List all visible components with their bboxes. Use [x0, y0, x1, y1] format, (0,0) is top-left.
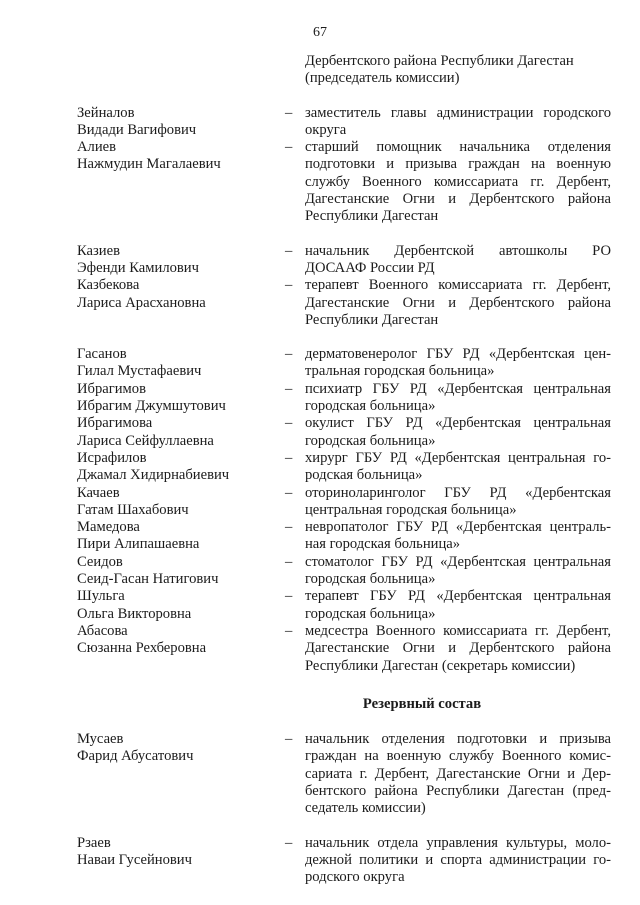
- main-members-list: [77, 105, 617, 675]
- dash-separator: –: [285, 277, 293, 294]
- member-entry: [77, 554, 617, 589]
- member-position-line: городская больница»: [305, 432, 436, 449]
- member-position-line: городская больница»: [305, 605, 436, 622]
- member-position: [305, 105, 611, 140]
- member-name-line: Наваи Гусейнович: [77, 851, 192, 868]
- member-name-line: Ибрагимов: [77, 380, 146, 397]
- member-position-line: родского округа: [305, 869, 405, 886]
- member-position: [305, 381, 611, 416]
- member-name-line: Шульга: [77, 588, 125, 605]
- member-entry: [77, 588, 617, 623]
- member-name-line: Видади Вагифович: [77, 121, 197, 138]
- member-position-line: заместитель главы администрации городского: [305, 104, 611, 121]
- member-position: [305, 415, 611, 450]
- member-name: [77, 277, 285, 329]
- member-name: [77, 485, 285, 520]
- member-entry: [77, 519, 617, 554]
- member-position-line: медсестра Военного комиссариата гг. Дербент,: [305, 622, 611, 639]
- member-name-line: Алиев: [77, 139, 116, 156]
- member-position-line: ДОСААФ России РД: [305, 259, 435, 276]
- member-position: [305, 485, 611, 520]
- member-name-line: Ибрагим Джумшутович: [77, 398, 226, 415]
- member-name-line: Гилал Мустафаевич: [77, 363, 202, 380]
- dash-separator: –: [285, 622, 293, 639]
- member-entry: [77, 835, 617, 887]
- member-entry: [77, 415, 617, 450]
- member-name: [77, 623, 285, 675]
- member-position-line: округа: [305, 121, 347, 138]
- member-position: [305, 519, 611, 554]
- member-position-line: терапевт ГБУ РД «Дербентская центральная: [305, 588, 611, 605]
- member-name: [77, 346, 285, 381]
- member-position: [305, 731, 611, 817]
- member-name: [77, 731, 285, 817]
- dash-separator: –: [285, 519, 293, 536]
- member-position-line: Республики Дагестан: [305, 208, 439, 225]
- intro-line: Дербентского района Республики Дагестан: [305, 53, 574, 69]
- member-position-line: тральная городская больница»: [305, 363, 495, 380]
- member-name: [77, 243, 285, 278]
- member-position-line: психиатр ГБУ РД «Дербентская центральная: [305, 380, 611, 397]
- member-position-line: Дагестанские Огни и Дербентского района: [305, 294, 611, 311]
- document-body: [77, 53, 617, 886]
- dash-separator: –: [285, 449, 293, 466]
- member-position-line: сариата г. Дербент, Дагестанские Огни и Дер-: [305, 765, 611, 782]
- member-position: [305, 277, 611, 329]
- reserve-heading: Резервный состав: [362, 695, 482, 712]
- dash-separator: –: [285, 553, 293, 570]
- member-position: [305, 588, 611, 623]
- member-position: [305, 450, 611, 485]
- member-position-line: граждан на военную службу Военного комис-: [305, 748, 611, 765]
- member-name-line: Зейналов: [77, 104, 135, 121]
- member-position-line: оториноларинголог ГБУ РД «Дербентская: [305, 484, 611, 501]
- member-position-line: городская больница»: [305, 398, 436, 415]
- member-entry: [77, 381, 617, 416]
- member-position-line: дерматовенеролог ГБУ РД «Дербентская цен-: [305, 346, 611, 363]
- member-name: [77, 835, 285, 887]
- page-number: 67: [313, 25, 327, 40]
- dash-separator: –: [285, 380, 293, 397]
- member-position-line: Дагестанские Огни и Дербентского района: [305, 191, 611, 208]
- member-name: [77, 105, 285, 140]
- member-position-line: центральная городская больница»: [305, 501, 517, 518]
- member-entry: [77, 731, 617, 817]
- member-entry: [77, 105, 617, 140]
- member-name-line: Казиев: [77, 242, 120, 259]
- member-position-line: Дагестанские Огни и Дербентского района: [305, 640, 611, 657]
- member-name-line: Лариса Сейфуллаевна: [77, 432, 214, 449]
- member-name-line: Пири Алипашаевна: [77, 536, 200, 553]
- member-position-line: старший помощник начальника отделения: [305, 139, 611, 156]
- member-name-line: Исрафилов: [77, 449, 147, 466]
- member-name-line: Эфенди Камилович: [77, 259, 199, 276]
- dash-separator: –: [285, 484, 293, 501]
- member-name: [77, 519, 285, 554]
- member-name-line: Казбекова: [77, 277, 140, 294]
- member-entry: [77, 277, 617, 329]
- member-position: [305, 243, 611, 278]
- dash-separator: –: [285, 242, 293, 259]
- member-entry: [77, 485, 617, 520]
- member-position: [305, 346, 611, 381]
- intro-line: (председатель комиссии): [305, 70, 460, 87]
- dash-separator: –: [285, 588, 293, 605]
- member-name-line: Нажмудин Магалаевич: [77, 156, 221, 173]
- member-position-line: хирург ГБУ РД «Дербентская центральная го-: [305, 449, 611, 466]
- member-position-line: ная городская больница»: [305, 536, 461, 553]
- member-name-line: Рзаев: [77, 834, 111, 851]
- member-position-line: службу Военного комиссариата гг. Дербент,: [305, 173, 611, 190]
- member-entry: [77, 243, 617, 278]
- member-position: [305, 139, 611, 225]
- member-name-line: Лариса Арасхановна: [77, 294, 206, 311]
- member-name: [77, 450, 285, 485]
- member-position-line: седатель комиссии): [305, 800, 426, 817]
- member-name: [77, 588, 285, 623]
- member-name-line: Сеидов: [77, 553, 123, 570]
- member-position-line: стоматолог ГБУ РД «Дербентская центральная: [305, 553, 611, 570]
- member-position: [305, 835, 611, 887]
- dash-separator: –: [285, 415, 293, 432]
- dash-separator: –: [285, 346, 293, 363]
- member-position-line: дежной политики и спорта администрации го-: [305, 851, 611, 868]
- member-name-line: Гасанов: [77, 346, 127, 363]
- member-name: [77, 139, 285, 225]
- reserve-members-list: [77, 731, 617, 886]
- member-name-line: Качаев: [77, 484, 120, 501]
- member-name-line: Гатам Шахабович: [77, 501, 189, 518]
- member-position-line: Республики Дагестан: [305, 311, 439, 328]
- member-position-line: невропатолог ГБУ РД «Дербентская централь-: [305, 519, 611, 536]
- member-name: [77, 415, 285, 450]
- member-name: [77, 381, 285, 416]
- member-position-line: Республики Дагестан (секретарь комиссии): [305, 657, 576, 674]
- member-entry: [77, 450, 617, 485]
- member-name-line: Фарид Абусатович: [77, 748, 194, 765]
- member-position-line: бентского района Республики Дагестан (пред-: [305, 782, 611, 799]
- member-position-line: начальник отдела управления культуры, моло-: [305, 834, 611, 851]
- member-position-line: родская больница»: [305, 467, 423, 484]
- member-position: [305, 623, 611, 675]
- member-position-line: подготовки и призыва граждан на военную: [305, 156, 611, 173]
- member-name-line: Сеид-Гасан Натигович: [77, 571, 219, 588]
- member-entry: [77, 346, 617, 381]
- member-position-line: начальник отделения подготовки и призыва: [305, 731, 611, 748]
- member-position-line: начальник Дербентской автошколы РО: [305, 242, 611, 259]
- member-name-line: Ольга Викторовна: [77, 605, 192, 622]
- dash-separator: –: [285, 104, 293, 121]
- member-entry: [77, 139, 617, 225]
- member-name-line: Мусаев: [77, 731, 124, 748]
- member-name-line: Сюзанна Рехберовна: [77, 640, 207, 657]
- member-position-line: терапевт Военного комиссариата гг. Дербент,: [305, 277, 611, 294]
- dash-separator: –: [285, 139, 293, 156]
- member-position-line: городская больница»: [305, 571, 436, 588]
- dash-separator: –: [285, 731, 293, 748]
- member-name: [77, 554, 285, 589]
- member-name-line: Джамал Хидирнабиевич: [77, 467, 230, 484]
- member-name-line: Ибрагимова: [77, 415, 153, 432]
- dash-separator: –: [285, 834, 293, 851]
- member-name-line: Мамедова: [77, 519, 140, 536]
- member-position: [305, 554, 611, 589]
- member-position-line: окулист ГБУ РД «Дербентская центральная: [305, 415, 611, 432]
- member-entry: [77, 623, 617, 675]
- member-name-line: Абасова: [77, 622, 128, 639]
- intro-continuation: [77, 53, 617, 88]
